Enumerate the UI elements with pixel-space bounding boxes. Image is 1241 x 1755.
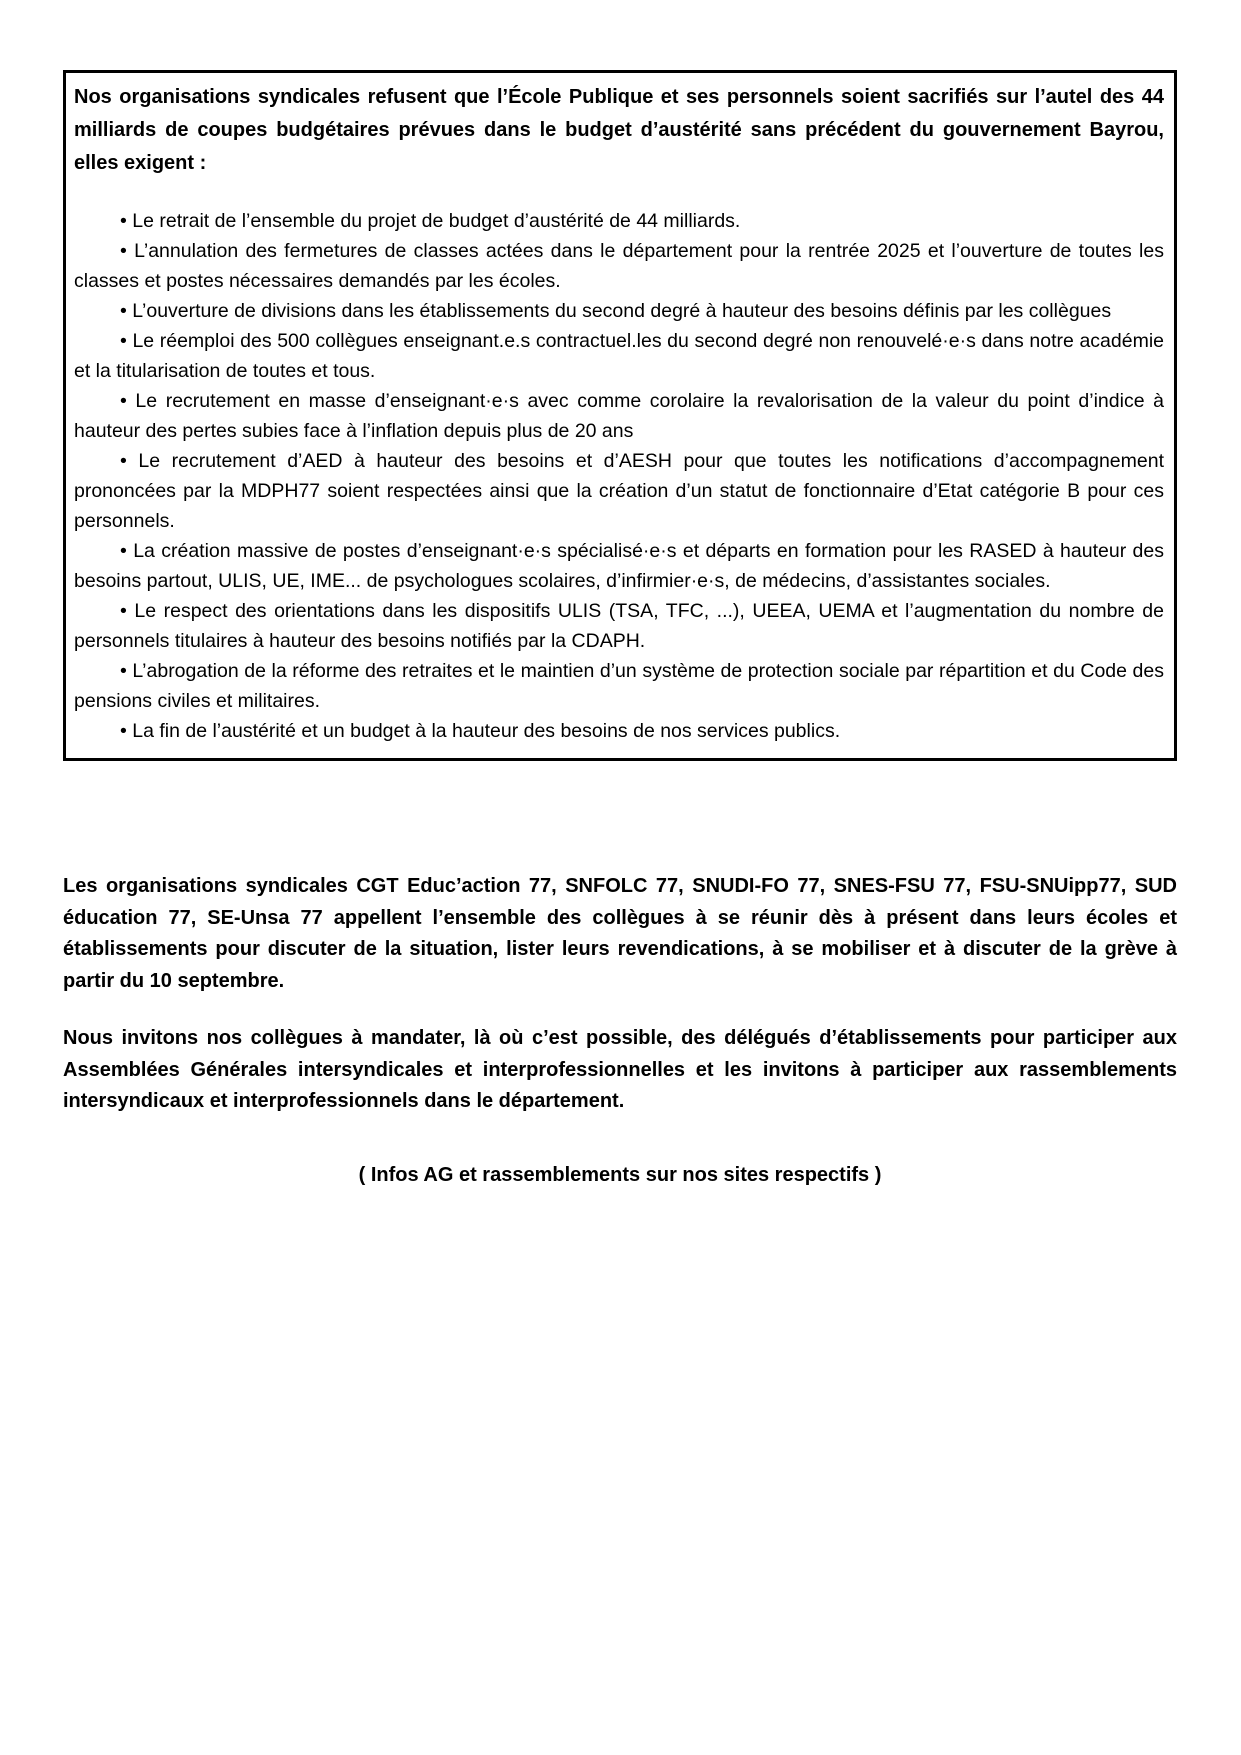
bullet-item: • L’ouverture de divisions dans les établissements du second degré à hauteur des besoins définis par les collègues	[120, 300, 1112, 322]
bullet-list	[74, 206, 1164, 746]
bullet-item: • La création massive de postes d’enseignant·e·s spécialisé·e·s et départs en formation pour les RASED à hauteur des besoins partout, ULIS, UE, IME... de psychologues scolaires, d’infirmier·e·s, de médecins, d’assistantes sociales.	[74, 540, 1164, 592]
bullet-item: • Le respect des orientations dans les dispositifs ULIS (TSA, TFC, ...), UEEA, UEMA et l’augmentation du nombre de personnels titulaires à hauteur des besoins notifiés par la CDAPH.	[74, 600, 1164, 652]
demands-box	[63, 70, 1177, 761]
bullet-item: • Le recrutement d’AED à hauteur des besoins et d’AESH pour que toutes les notifications d’accompagnement prononcées par la MDPH77 soient respectées ainsi que la création d’un statut de fonctionnaire d’Etat catégorie B pour ces personnels.	[74, 450, 1164, 532]
bullet-item: • L’annulation des fermetures de classes actées dans le département pour la rentrée 2025 et l’ouverture de toutes les classes et postes nécessaires demandés par les écoles.	[74, 240, 1164, 292]
box-heading: Nos organisations syndicales refusent que l’École Publique et ses personnels soient sacrifiés sur l’autel des 44 milliards de coupes budgétaires prévues dans le budget d’austérité sans précédent du gouvernement Bayrou, elles exigent :	[74, 86, 1164, 174]
bullet-item: • La fin de l’austérité et un budget à la hauteur des besoins de nos services publics.	[120, 720, 841, 742]
footer-note: ( Infos AG et rassemblements sur nos sites respectifs )	[358, 1163, 882, 1186]
bottom-section	[63, 871, 1177, 1118]
bullet-item: • Le recrutement en masse d’enseignant·e·s avec comme corolaire la revalorisation de la valeur du point d’indice à hauteur des pertes subies face à l’inflation depuis plus de 20 ans	[74, 390, 1164, 442]
bullet-item: • Le réemploi des 500 collègues enseignant.e.s contractuel.les du second degré non renouvelé·e·s dans notre académie et la titularisation de toutes et tous.	[74, 330, 1164, 382]
bullet-item: • L’abrogation de la réforme des retraites et le maintien d’un système de protection sociale par répartition et du Code des pensions civiles et militaires.	[74, 660, 1164, 712]
bullet-item: • Le retrait de l’ensemble du projet de budget d’austérité de 44 milliards.	[120, 210, 741, 232]
body-paragraph: Les organisations syndicales CGT Educ’action 77, SNFOLC 77, SNUDI-FO 77, SNES-FSU 77, FSU-SNUipp77, SUD éducation 77, SE-Unsa 77 appellent l’ensemble des collègues à se réunir dès à présent dans leurs écoles et établissements pour discuter de la situation, lister leurs revendications, à se mobiliser et à discuter de la grève à partir du 10 septembre.	[63, 875, 1177, 992]
body-paragraph: Nous invitons nos collègues à mandater, là où c’est possible, des délégués d’établissements pour participer aux Assemblées Générales intersyndicales et interprofessionnelles et les invitons à participer aux rassemblements intersyndicaux et interprofessionnels dans le département.	[63, 1027, 1177, 1112]
